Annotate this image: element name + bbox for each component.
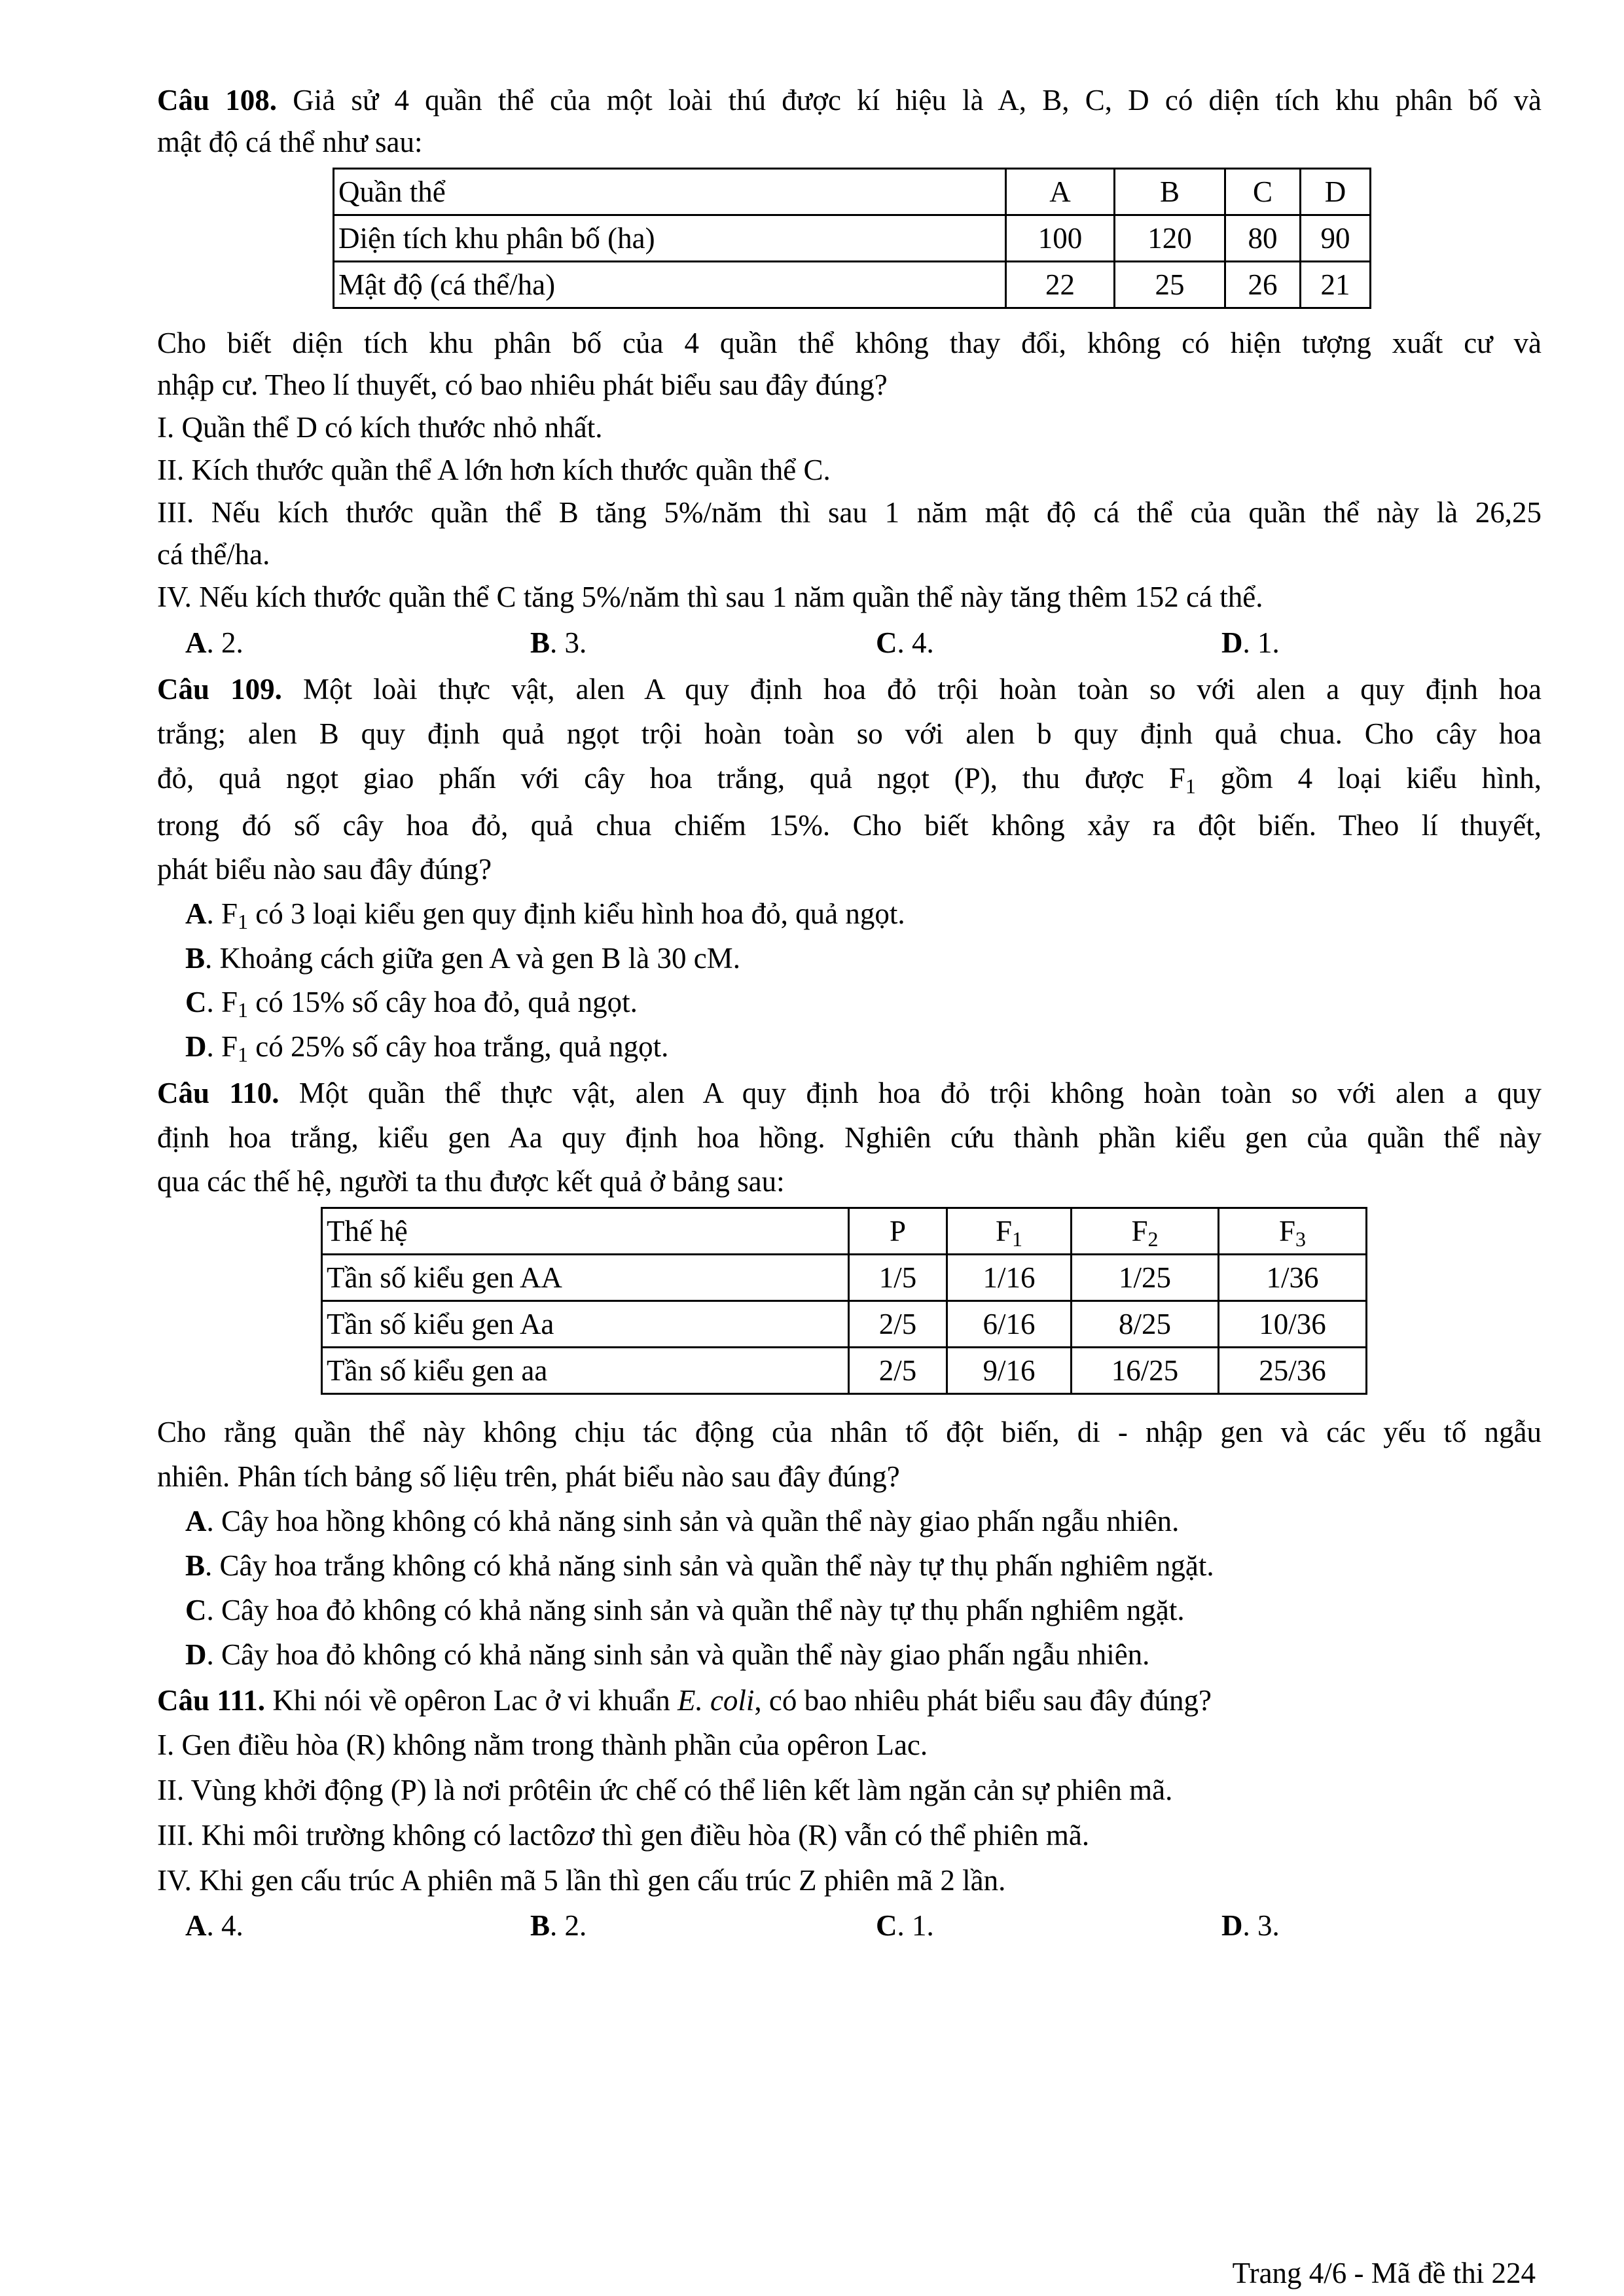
q108-statement-1: I. Quần thể D có kích thước nhỏ nhất. [157, 411, 603, 444]
table-cell: 25 [1115, 262, 1225, 308]
option-text: . 4. [897, 626, 934, 659]
q110-table [321, 1207, 1367, 1395]
q109-stem-text: Một loài thực vật, alen A quy định hoa đỏ trội hoàn toàn so với alen a quy định hoa [281, 673, 1542, 706]
page-footer: Trang 4/6 - Mã đề thi 224 [1232, 2257, 1536, 2289]
q111-statement-4: IV. Khi gen cấu trúc A phiên mã 5 lần thì gen cấu trúc Z phiên mã 2 lần. [157, 1864, 1006, 1897]
table-cell: Diện tích khu phân bố (ha) [334, 215, 1006, 262]
header-text: F [1278, 1215, 1296, 1247]
q108-after-line-2: nhập cư. Theo lí thuyết, có bao nhiêu phát biểu sau đây đúng? [157, 368, 888, 401]
table-cell: 1/16 [947, 1255, 1072, 1301]
subscript: 2 [1147, 1227, 1159, 1251]
option-text: . Cây hoa đỏ không có khả năng sinh sản và quần thể này giao phấn ngẫu nhiên. [206, 1638, 1150, 1671]
q111-option-b[interactable] [530, 1907, 586, 1944]
q110-option-a[interactable] [185, 1503, 1179, 1539]
table-header-cell: D [1301, 169, 1371, 215]
table-cell: 2/5 [849, 1348, 947, 1394]
table-cell: Mật độ (cá thể/ha) [334, 262, 1006, 308]
table-cell: 120 [1115, 215, 1225, 262]
q108-statement-3-line-1: III. Nếu kích thước quần thể B tăng 5%/năm thì sau 1 năm mật độ cá thể của quần thể này là 26,25 [157, 496, 1542, 529]
table-row [322, 1208, 1367, 1255]
option-text: . 2. [550, 1909, 587, 1942]
table-header-cell: Quần thể [334, 169, 1006, 215]
subscript: 1 [238, 998, 249, 1022]
q108-statement-3-line-2: cá thể/ha. [157, 538, 270, 571]
q110-stem-line-3: qua các thế hệ, người ta thu được kết quả ở bảng sau: [157, 1165, 785, 1198]
q109-stem-line-5: phát biểu nào sau đây đúng? [157, 853, 492, 886]
table-header-cell [1072, 1208, 1219, 1255]
q108-option-a[interactable] [185, 624, 244, 661]
table-cell: 1/25 [1072, 1255, 1219, 1301]
q109-option-a[interactable] [185, 895, 905, 932]
q110-option-b[interactable] [185, 1547, 1214, 1584]
table-header-cell: C [1225, 169, 1301, 215]
q111-option-d[interactable] [1221, 1907, 1280, 1944]
q108-statement-2: II. Kích thước quần thể A lớn hơn kích thước quần thể C. [157, 454, 831, 486]
q108-table [333, 168, 1371, 309]
text: gồm 4 loại kiểu hình, [1195, 762, 1542, 795]
table-header-cell: P [849, 1208, 947, 1255]
option-letter: D [185, 1030, 207, 1063]
table-header-cell: B [1115, 169, 1225, 215]
table-row [334, 215, 1371, 262]
q110-stem-text: Một quần thể thực vật, alen A quy định hoa đỏ trội không hoàn toàn so với alen a quy [279, 1077, 1542, 1109]
q108-after-line-1: Cho biết diện tích khu phân bố của 4 quần thể không thay đổi, không có hiện tượng xuất cư và [157, 327, 1542, 359]
option-text: . 1. [897, 1909, 934, 1942]
table-cell: 6/16 [947, 1301, 1072, 1348]
option-letter: A [185, 1505, 207, 1537]
q109-stem-line-3 [157, 760, 1542, 797]
q109-number: Câu 109. [157, 673, 282, 706]
table-cell: 26 [1225, 262, 1301, 308]
option-text: . 2. [206, 626, 244, 659]
q109-stem-line-2: trắng; alen B quy định quả ngọt trội hoàn toàn so với alen b quy định quả chua. Cho cây hoa [157, 717, 1542, 750]
q111-statement-3: III. Khi môi trường không có lactôzơ thì gen điều hòa (R) vẫn có thể phiên mã. [157, 1819, 1090, 1852]
table-row [322, 1255, 1367, 1301]
table-row [322, 1301, 1367, 1348]
option-letter: A [185, 1909, 207, 1942]
option-text: . Cây hoa đỏ không có khả năng sinh sản và quần thể này tự thụ phấn nghiêm ngặt. [206, 1594, 1185, 1626]
table-cell: 21 [1301, 262, 1371, 308]
option-letter: C [185, 1594, 207, 1626]
q110-stem-line-1 [157, 1075, 1542, 1111]
option-text: . Cây hoa trắng không có khả năng sinh sản và quần thể này tự thụ phấn nghiêm ngặt. [205, 1549, 1214, 1582]
table-cell: Tần số kiểu gen Aa [322, 1301, 849, 1348]
table-cell: 16/25 [1072, 1348, 1219, 1394]
option-text: . 3. [1242, 1909, 1280, 1942]
table-cell: 90 [1301, 215, 1371, 262]
table-cell: Tần số kiểu gen aa [322, 1348, 849, 1394]
option-text: có 25% số cây hoa trắng, quả ngọt. [248, 1030, 669, 1063]
table-cell: Tần số kiểu gen AA [322, 1255, 849, 1301]
option-text: . F [206, 986, 238, 1018]
option-text: có 3 loại kiểu gen quy định kiểu hình hoa đỏ, quả ngọt. [248, 897, 905, 930]
q110-after-line-2: nhiên. Phân tích bảng số liệu trên, phát biểu nào sau đây đúng? [157, 1460, 900, 1493]
q110-number: Câu 110. [157, 1077, 280, 1109]
table-cell: 1/36 [1219, 1255, 1367, 1301]
q109-option-c[interactable] [185, 984, 638, 1020]
text: , có bao nhiêu phát biểu sau đây đúng? [754, 1684, 1212, 1717]
q111-option-c[interactable] [876, 1907, 934, 1944]
option-text: có 15% số cây hoa đỏ, quả ngọt. [248, 986, 638, 1018]
q111-number: Câu 111. [157, 1684, 266, 1717]
q108-stem-line-1 [157, 82, 1542, 118]
option-text: . F [206, 897, 238, 930]
q110-option-d[interactable] [185, 1636, 1149, 1673]
option-letter: B [185, 1549, 206, 1582]
q110-option-c[interactable] [185, 1592, 1185, 1628]
text: đỏ, quả ngọt giao phấn với cây hoa trắng, quả ngọt (P), thu được F [157, 762, 1185, 795]
option-letter: A [185, 626, 207, 659]
option-letter: B [185, 942, 206, 975]
q108-option-d[interactable] [1221, 624, 1280, 661]
q108-option-c[interactable] [876, 624, 934, 661]
option-text: . Cây hoa hồng không có khả năng sinh sản và quần thể này giao phấn ngẫu nhiên. [206, 1505, 1180, 1537]
q110-stem-line-2: định hoa trắng, kiểu gen Aa quy định hoa hồng. Nghiên cứu thành phần kiểu gen của quần thể này [157, 1121, 1542, 1154]
table-cell: 80 [1225, 215, 1301, 262]
option-text: . 1. [1242, 626, 1280, 659]
subscript: 1 [238, 1043, 249, 1066]
table-cell: 1/5 [849, 1255, 947, 1301]
q110-after-line-1: Cho rằng quần thể này không chịu tác động của nhân tố đột biến, di - nhập gen và các yếu tố ngẫu [157, 1416, 1542, 1448]
option-letter: B [530, 626, 550, 659]
option-letter: D [1221, 1909, 1243, 1942]
table-cell: 2/5 [849, 1301, 947, 1348]
option-letter: A [185, 897, 207, 930]
q109-option-b[interactable] [185, 940, 740, 977]
q108-stem-text: Giả sử 4 quần thể của một loài thú được kí hiệu là A, B, C, D có diện tích khu phân bố và [276, 84, 1542, 117]
subscript: 3 [1295, 1227, 1307, 1251]
option-text: . 4. [206, 1909, 244, 1942]
option-letter: B [530, 1909, 550, 1942]
q108-number: Câu 108. [157, 84, 277, 117]
table-row [334, 262, 1371, 308]
q109-option-d[interactable] [185, 1028, 668, 1065]
option-letter: C [876, 626, 897, 659]
option-text: . 3. [550, 626, 587, 659]
q109-stem-line-4: trong đó số cây hoa đỏ, quả chua chiếm 15%. Cho biết không xảy ra đột biến. Theo lí thuyết, [157, 809, 1542, 842]
table-cell: 100 [1006, 215, 1115, 262]
text: Khi nói về opêron Lac ở vi khuẩn [265, 1684, 677, 1717]
q108-option-b[interactable] [530, 624, 586, 661]
table-cell: 9/16 [947, 1348, 1072, 1394]
table-cell: 10/36 [1219, 1301, 1367, 1348]
subscript: 1 [1185, 774, 1196, 798]
option-letter: C [876, 1909, 897, 1942]
subscript: 1 [238, 910, 249, 933]
q108-statement-4: IV. Nếu kích thước quần thể C tăng 5%/năm thì sau 1 năm quần thể này tăng thêm 152 cá thể. [157, 581, 1263, 613]
option-letter: D [185, 1638, 207, 1671]
q111-stem-line-1 [157, 1682, 1542, 1719]
table-cell: 22 [1006, 262, 1115, 308]
table-header-cell: A [1006, 169, 1115, 215]
table-row [334, 169, 1371, 215]
q108-stem-line-2: mật độ cá thể như sau: [157, 126, 423, 158]
header-text: F [995, 1215, 1013, 1247]
option-letter: D [1221, 626, 1243, 659]
q111-statement-2: II. Vùng khởi động (P) là nơi prôtêin ức chế có thể liên kết làm ngăn cản sự phiên mã. [157, 1774, 1173, 1806]
q109-stem-line-1 [157, 671, 1542, 708]
table-cell: 25/36 [1219, 1348, 1367, 1394]
table-header-cell: Thế hệ [322, 1208, 849, 1255]
option-letter: C [185, 986, 207, 1018]
subscript: 1 [1012, 1227, 1023, 1251]
q111-option-a[interactable] [185, 1907, 244, 1944]
table-cell: 8/25 [1072, 1301, 1219, 1348]
header-text: F [1131, 1215, 1148, 1247]
table-row [322, 1348, 1367, 1394]
table-header-cell [1219, 1208, 1367, 1255]
option-text: . F [206, 1030, 238, 1063]
q111-statement-1: I. Gen điều hòa (R) không nằm trong thành phần của opêron Lac. [157, 1729, 928, 1761]
italic-text: E. coli [677, 1684, 755, 1717]
table-header-cell [947, 1208, 1072, 1255]
option-text: . Khoảng cách giữa gen A và gen B là 30 cM. [205, 942, 740, 975]
